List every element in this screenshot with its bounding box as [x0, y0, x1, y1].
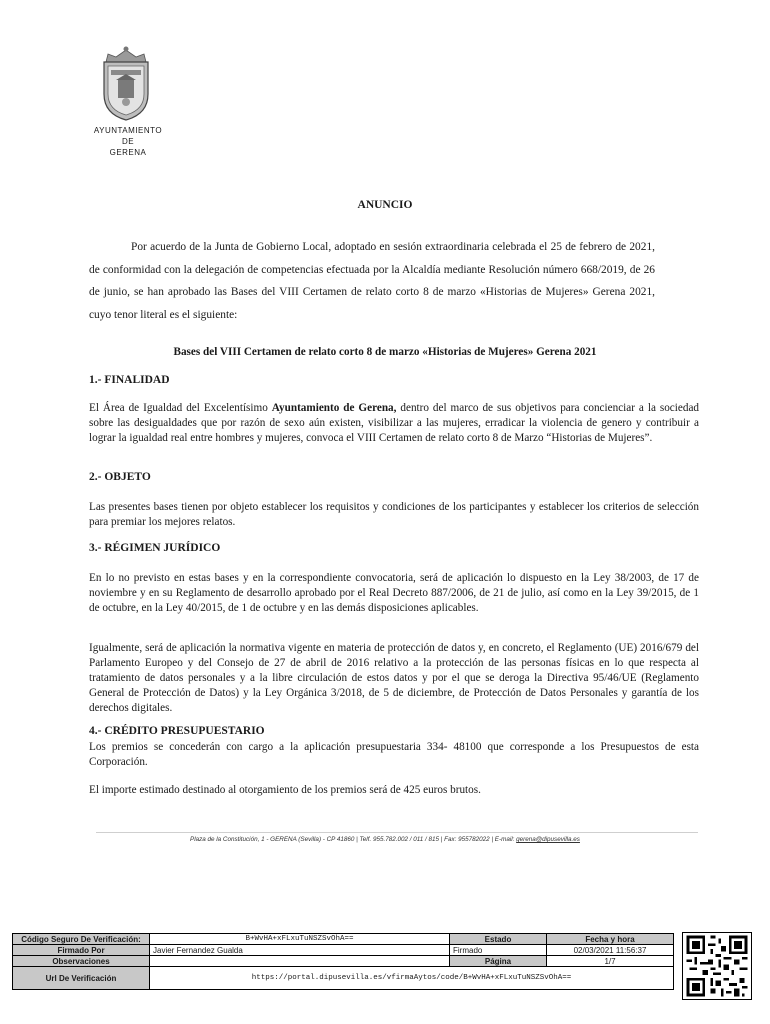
section-1-heading: 1.- FINALIDAD — [89, 374, 170, 386]
footer-address-text: Plaza de la Constitución, 1 - GERENA (Sevilla) - CP 41860 | Telf. 955.782.002 / 011 / 815 | Fax: 955782022 | E-mail: — [190, 836, 517, 843]
codigo-value: B+WvHA+xFLxuTuNSZSvOhA== — [150, 934, 450, 945]
section-4-heading: 4.- CRÉDITO PRESUPUESTARIO — [89, 725, 265, 737]
estado-label: Estado — [450, 934, 547, 945]
codigo-label: Código Seguro De Verificación: — [13, 934, 150, 945]
pagina-value: 1/7 — [547, 956, 674, 967]
observaciones-label: Observaciones — [13, 956, 150, 967]
qr-code-icon — [682, 932, 752, 1000]
org-line-2: DE — [121, 137, 135, 146]
url-label: Url De Verificación — [13, 967, 150, 990]
section-4-paragraph-2: El importe estimado destinado al otorgamiento de los premios será de 425 euros brutos. — [89, 784, 481, 796]
firmado-label: Firmado Por — [13, 945, 150, 956]
org-line-3: GERENA — [109, 148, 147, 157]
firmado-value: Javier Fernandez Gualda — [150, 945, 450, 956]
verification-row-firmado — [13, 945, 674, 956]
fecha-value: 02/03/2021 11:56:37 — [547, 945, 674, 956]
intro-paragraph: Por acuerdo de la Junta de Gobierno Local, adoptado en sesión extraordinaria celebrada el 25 de febrero de 2021, de conformidad con la delegación de competencias efectuada por la Alcaldía mediante Resolución número 668/2019, de 26 de junio, se han aprobado las Bases del VIII Certamen de relato corto 8 de marzo «Historias de Mujeres» Gerena 2021, cuyo tenor literal es el siguiente: — [89, 241, 655, 321]
section-4-paragraph-1: Los premios se concederán con cargo a la aplicación presupuestaria 334- 48100 que corresponde a los Presupuestos de esta Corporación. — [89, 741, 699, 768]
pagina-label: Página — [450, 956, 547, 967]
section-1-text-bold: Ayuntamiento de Gerena, — [271, 402, 397, 414]
section-2-heading: 2.- OBJETO — [89, 471, 151, 483]
section-3-heading: 3.- RÉGIMEN JURÍDICO — [89, 542, 221, 554]
url-value[interactable]: https://portal.dipusevilla.es/vfirmaAytos/code/B+WvHA+xFLxuTuNSZSvOhA== — [150, 967, 674, 990]
verification-row-observaciones — [13, 956, 674, 967]
verification-table — [12, 933, 674, 990]
footer-divider — [96, 832, 698, 833]
observaciones-value — [150, 956, 450, 967]
coat-of-arms-logo — [96, 44, 156, 122]
document-title: ANUNCIO — [357, 199, 413, 211]
section-1-text-after: dentro del marco de sus objetivos para concienciar a la sociedad sobre las desigualdades que por razón de sexo aún existen, visibilizar a las mujeres, erradicar la violencia de genero y contribuir a lograr la igualdad real entre hombres y mujeres, convoca el VIII Certamen de relato corto 8 de Marzo “Historias de Mujeres”. — [89, 402, 700, 444]
section-3-paragraph-1: En lo no previsto en estas bases y en la correspondiente convocatoria, será de aplicación lo dispuesto en la Ley 38/2003, de 17 de noviembre y en su Reglamento de desarrollo aprobado por el Real Decreto 887/2006, de 21 de julio, así como en la Ley 39/2015, de 1 de octubre, en la Ley 40/2015, de 1 de octubre y en las demás disposiciones aplicables. — [89, 572, 699, 614]
verification-row-url — [13, 967, 674, 990]
bases-title: Bases del VIII Certamen de relato corto 8 de marzo «Historias de Mujeres» Gerena 2021 — [173, 346, 597, 358]
section-2-paragraph: Las presentes bases tienen por objeto establecer los requisitos y condiciones de los participantes y establecer los criterios de selección para premiar los mejores relatos. — [89, 501, 699, 528]
org-line-1: AYUNTAMIENTO — [93, 126, 163, 135]
verification-row-codigo — [13, 934, 674, 945]
section-3-paragraph-2: Igualmente, será de aplicación la normativa vigente en materia de protección de datos y, en concreto, el Reglamento (UE) 2016/679 del Parlamento Europeo y del Consejo de 27 de abril de 2016 relativo a la protección de las personas físicas en lo que respecta al tratamiento de datos personales y a la libre circulación de estos datos y por el que se deroga la Directiva 95/46/UE (Reglamento General de Protección de Datos) y la Ley Orgánica 3/2018, de 5 de diciembre, de Protección de Datos Personales y garantía de los derechos digitales. — [89, 642, 699, 714]
section-1-text-before: El Área de Igualdad del Excelentísimo — [89, 402, 272, 414]
estado-value: Firmado — [450, 945, 547, 956]
section-1-paragraph — [89, 401, 699, 446]
footer-address — [0, 836, 770, 843]
footer-email-link[interactable]: gerena@dipusevilla.es — [516, 836, 580, 843]
organization-name — [80, 125, 176, 158]
fecha-label: Fecha y hora — [547, 934, 674, 945]
